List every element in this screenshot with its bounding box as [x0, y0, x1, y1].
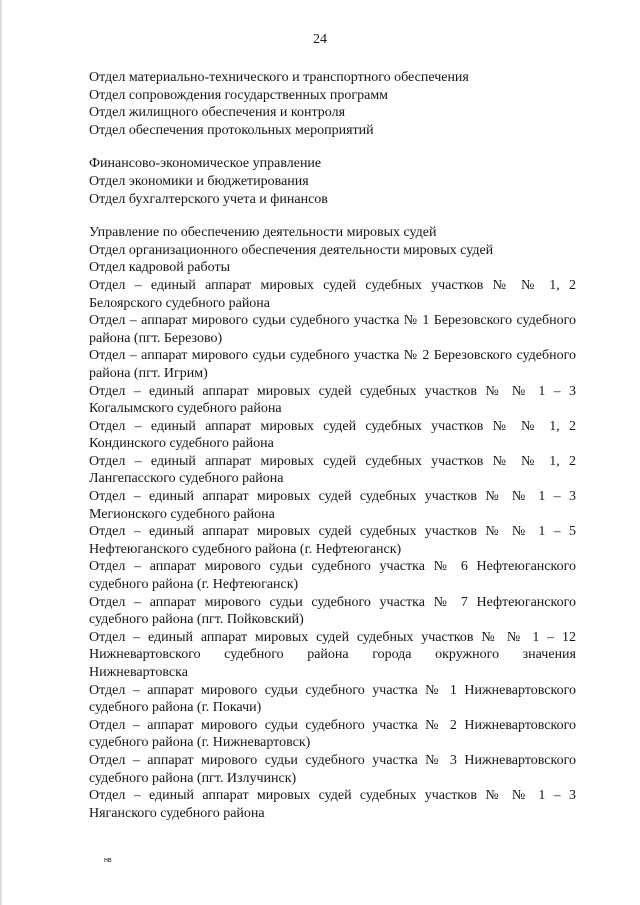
section-group	[89, 69, 576, 139]
department-entry: Отдел организационного обеспечения деятельности мировых судей	[89, 242, 494, 258]
department-entry: Отдел – аппарат мирового судьи судебного участка № 1 Нижневартовского судебного района (г. Покачи)	[89, 682, 576, 716]
department-entry: Отдел – единый аппарат мировых судей судебных участков № № 1, 2 Белоярского судебного района	[89, 277, 576, 311]
department-entry: Отдел – аппарат мирового судьи судебного участка № 2 Березовского судебного района (пгт. Игрим)	[89, 348, 576, 381]
department-entry: Отдел – аппарат мирового судьи судебного участка № 6 Нефтеюганского судебного района (г. Нефтеюганск)	[89, 559, 576, 593]
department-entry: Отдел кадровой работы	[89, 260, 230, 276]
department-entry: Отдел материально-технического и транспортного обеспечения	[89, 70, 469, 85]
department-entry: Финансово-экономическое управление	[89, 156, 322, 172]
department-entry: Управление по обеспечению деятельности мировых судей	[89, 225, 437, 241]
department-entry: Отдел – единый аппарат мировых судей судебных участков № № 1 – 3 Няганского судебного района	[89, 788, 576, 821]
department-entry: Отдел сопровождения государственных программ	[89, 87, 389, 103]
department-entry: Отдел бухгалтерского учета и финансов	[89, 191, 328, 207]
page-number: 24	[313, 32, 327, 47]
department-entry: Отдел – единый аппарат мировых судей судебных участков № № 1, 2 Кондинского судебного района	[89, 418, 576, 452]
document-body	[89, 69, 576, 822]
department-entry: Отдел – единый аппарат мировых судей судебных участков № № 1 – 12 Нижневартовского судебного района города окружного значения Нижневартовска	[89, 629, 576, 680]
department-entry: Отдел – единый аппарат мировых судей судебных участков № № 1 – 5 Нефтеюганского судебного района (г. Нефтеюганск)	[89, 524, 576, 557]
section-gap	[89, 208, 576, 224]
department-entry: Отдел – аппарат мирового судьи судебного участка № 1 Березовского судебного района (пгт. Березово)	[89, 313, 576, 346]
scan-edge	[0, 0, 3, 905]
department-entry: Отдел – единый аппарат мировых судей судебных участков № № 1 – 3 Когалымского судебного района	[89, 383, 576, 417]
department-entry: Отдел – единый аппарат мировых судей судебных участков № № 1, 2 Лангепасского судебного района	[89, 453, 576, 487]
section-group	[89, 155, 576, 208]
department-entry: Отдел обеспечения протокольных мероприятий	[89, 122, 374, 138]
department-entry: Отдел – аппарат мирового судьи судебного участка № 3 Нижневартовского судебного района (пгт. Излучинск)	[89, 752, 576, 786]
section-gap	[89, 139, 576, 155]
footer-mark: нв	[104, 857, 112, 864]
department-entry: Отдел экономики и бюджетирования	[89, 173, 309, 189]
department-entry: Отдел – единый аппарат мировых судей судебных участков № № 1 – 3 Мегионского судебного района	[89, 489, 576, 522]
section-group	[89, 224, 576, 822]
department-entry: Отдел – аппарат мирового судьи судебного участка № 2 Нижневартовского судебного района (г. Нижневартовск)	[89, 717, 576, 751]
department-entry: Отдел – аппарат мирового судьи судебного участка № 7 Нефтеюганского судебного района (пгт. Пойковский)	[89, 594, 576, 628]
department-entry: Отдел жилищного обеспечения и контроля	[89, 105, 346, 121]
